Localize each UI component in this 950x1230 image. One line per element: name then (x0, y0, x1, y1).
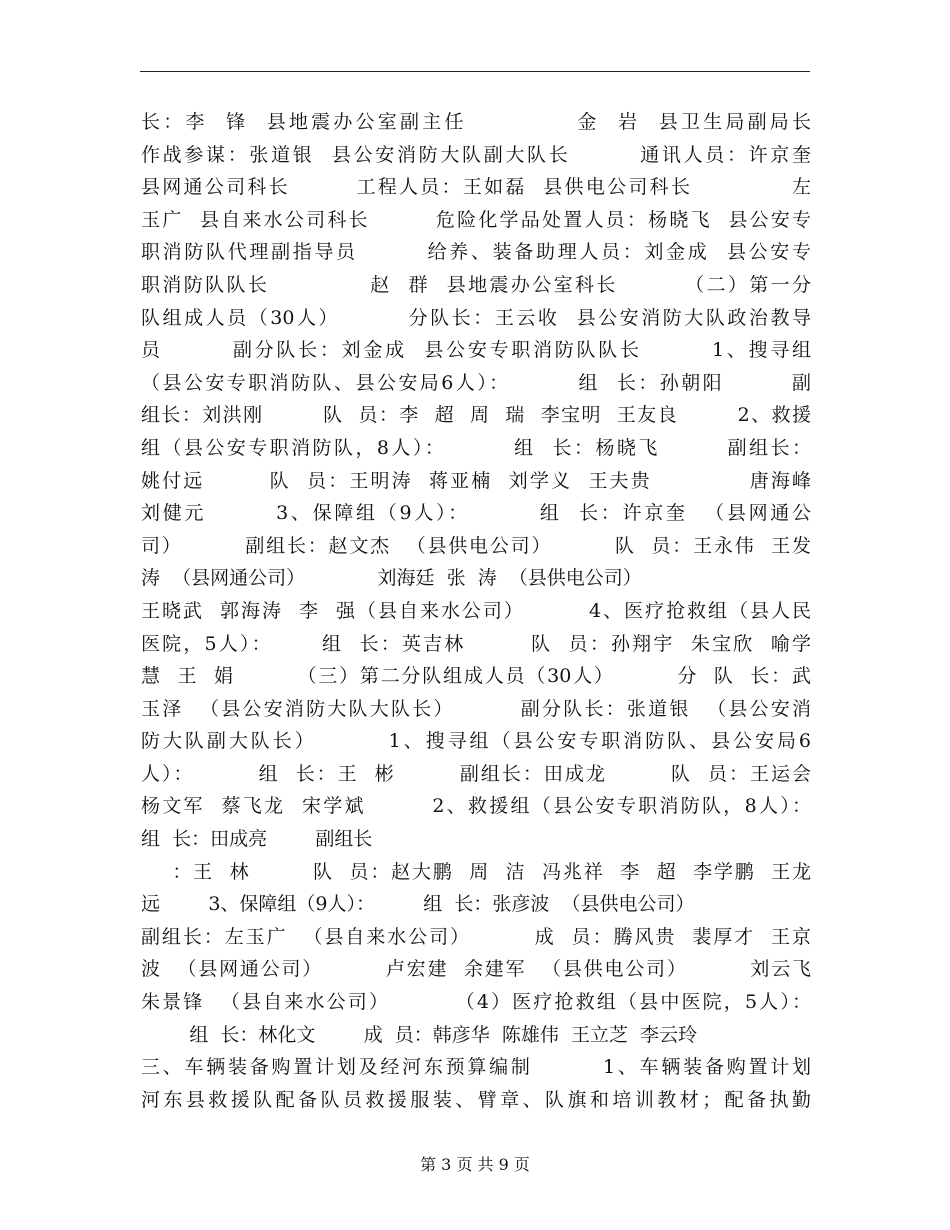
body-line: 朱景锋 （县自来水公司） （4）医疗抢救组（县中医院，5人）： (141, 991, 811, 1014)
body-line: 刘健元 3、保障组（9人）： 组 长：许京奎 （县网通公 (141, 502, 811, 525)
body-line: 组 长：田成亮 副组长 (141, 828, 373, 851)
body-line: 王晓武 郭海涛 李 强（县自来水公司） 4、医疗抢救组（县人民 (141, 599, 811, 622)
body-line: 长：李 锋 县地震办公室副主任 金 岩 县卫生局副局长 (141, 111, 811, 133)
body-line: 司） 副组长：赵文杰 （县供电公司） 队 员：王永伟 王发 (141, 534, 811, 557)
body-line: 组（县公安专职消防队，8人）： 组 长：杨晓飞 副组长： (141, 436, 811, 459)
body-line: 三、车辆装备购置计划及经河东预算编制 1、车辆装备购置计划 (141, 1056, 811, 1079)
body-line: （县公安专职消防队、县公安局6人）： 组 长：孙朝阳 副 (141, 371, 811, 394)
header-rule (140, 71, 810, 72)
body-line: 组长：刘洪刚 队 员：李 超 周 瑞 李宝明 王友良 2、救援 (141, 404, 811, 427)
body-line: 防大队副大队长） 1、搜寻组（县公安专职消防队、县公安局6 (141, 730, 811, 753)
body-line: 人）： 组 长：王 彬 副组长：田成龙 队 员：王运会 (141, 762, 811, 785)
body-line: 队组成人员（30人） 分队长：王云收 县公安消防大队政治教导 (141, 306, 811, 329)
body-line: 副组长：左玉广 （县自来水公司） 成 员：腾风贵 裴厚才 王京 (141, 925, 811, 948)
body-line: 组 长：林化文 成 员：韩彦华 陈雄伟 王立芝 李云玲 (141, 1023, 698, 1046)
body-line: 波 （县网通公司） 卢宏建 余建军 （县供电公司） 刘云飞 (141, 958, 811, 981)
body-line: 姚付远 队 员：王明涛 蒋亚楠 刘学义 王夫贵 唐海峰 (141, 469, 811, 492)
body-line: 远 3、保障组（9人）： 组 长：张彦波 （县供电公司） (141, 893, 695, 916)
body-line: 玉广 县自来水公司科长 危险化学品处置人员：杨晓飞 县公安专 (141, 208, 811, 231)
body-line: 慧 王 娟 （三）第二分队组成人员（30人） 分 队 长：武 (141, 665, 811, 688)
body-line: 作战参谋：张道银 县公安消防大队副大队长 通讯人员：许京奎 (141, 143, 811, 166)
body-line: ：王 林 队 员：赵大鹏 周 洁 冯兆祥 李 超 李学鹏 王龙 (141, 860, 811, 883)
body-line: 医院，5人）： 组 长：英吉林 队 员：孙翔宇 朱宝欣 喻学 (141, 632, 811, 655)
body-line: 涛 （县网通公司） 刘海廷 张 涛 （县供电公司） (141, 567, 642, 590)
body-line: 县网通公司科长 工程人员：王如磊 县供电公司科长 左 (141, 176, 811, 199)
document-body (141, 106, 811, 1116)
body-line: 杨文军 蔡飞龙 宋学斌 2、救援组（县公安专职消防队，8人）： (141, 795, 811, 818)
body-line: 职消防队代理副指导员 给养、装备助理人员：刘金成 县公安专 (141, 241, 811, 264)
body-line: 玉泽 （县公安消防大队大队长） 副分队长：张道银 （县公安消 (141, 697, 811, 720)
page-number: 第 3 页 共 9 页 (420, 1155, 530, 1174)
body-line: 职消防队队长 赵 群 县地震办公室科长 （二）第一分 (141, 273, 811, 296)
body-line: 河东县救援队配备队员救援服装、臂章、队旗和培训教材；配备执勤 (141, 1088, 811, 1111)
body-line: 员 副分队长：刘金成 县公安专职消防队队长 1、搜寻组 (141, 339, 811, 362)
